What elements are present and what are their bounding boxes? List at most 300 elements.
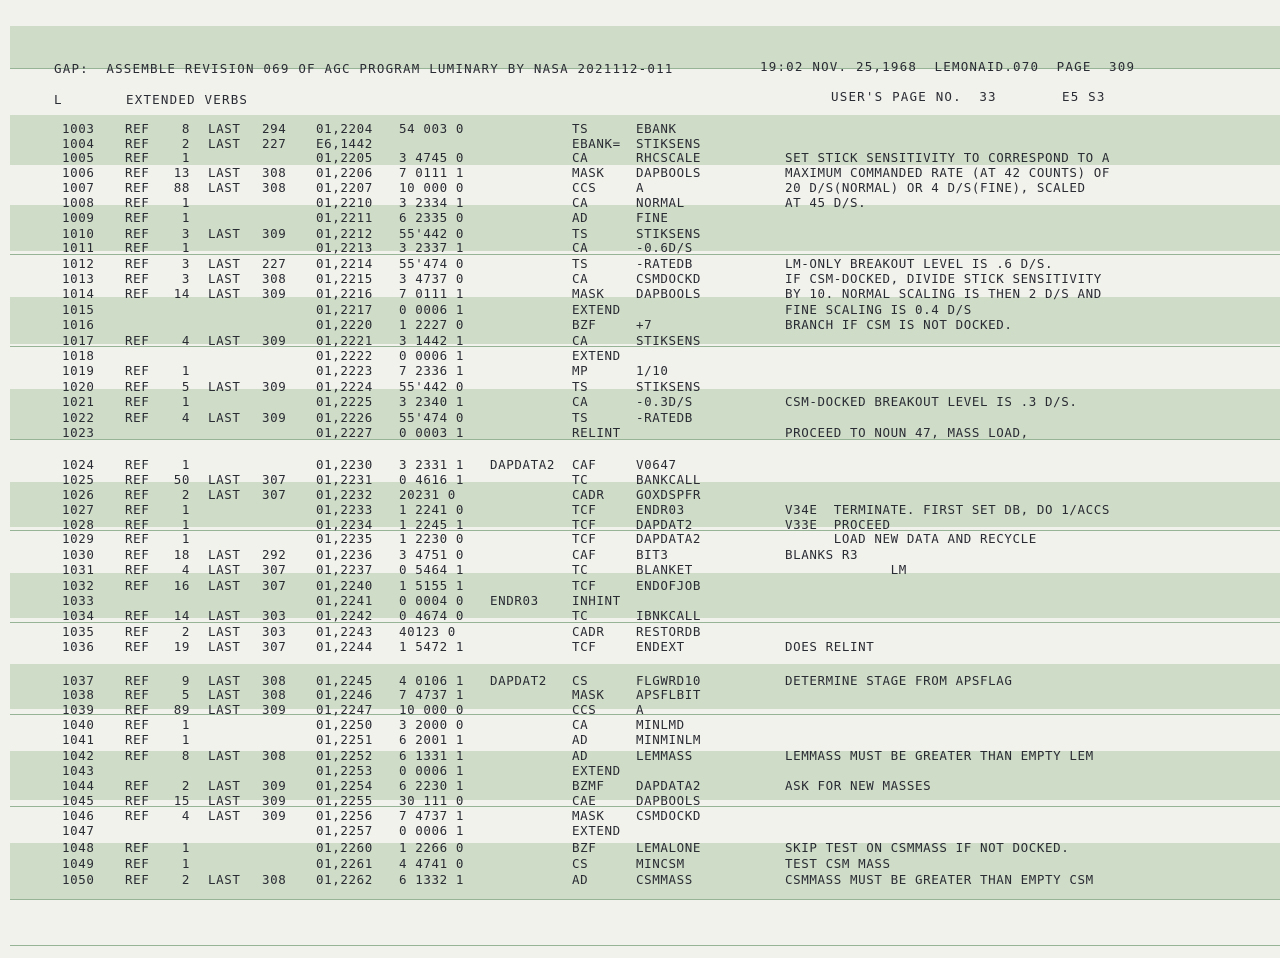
address: 01,2261	[316, 856, 373, 871]
octal-word: 3 4745 0	[399, 150, 465, 165]
opcode: TCF	[572, 502, 597, 517]
operand: DAPBOOLS	[636, 165, 702, 180]
opcode: TCF	[572, 531, 597, 546]
address: 01,2243	[316, 624, 373, 639]
octal-word: 0 4674 0	[399, 608, 465, 623]
octal-word: 3 2340 1	[399, 394, 465, 409]
octal-word: 1 5155 1	[399, 578, 465, 593]
ref-count: 1	[181, 457, 190, 472]
line-number: 1050	[62, 872, 95, 887]
address: 01,2213	[316, 240, 373, 255]
users-page-no: USER'S PAGE NO. 33	[831, 89, 997, 104]
ref-count: 2	[181, 872, 190, 887]
line-number: 1030	[62, 547, 95, 562]
line-number: 1024	[62, 457, 95, 472]
operand: BANKCALL	[636, 472, 702, 487]
opcode: TCF	[572, 517, 597, 532]
label: ENDR03	[490, 593, 539, 608]
octal-word: 6 2001 1	[399, 732, 465, 747]
octal-word: 7 4737 1	[399, 808, 465, 823]
last-page: 307	[262, 578, 287, 593]
opcode: CCS	[572, 180, 597, 195]
last-page: 309	[262, 226, 287, 241]
last-page: 309	[262, 286, 287, 301]
label: DAPDAT2	[490, 673, 547, 688]
line-number: 1032	[62, 578, 95, 593]
opcode: AD	[572, 210, 589, 225]
line-number: 1039	[62, 702, 95, 717]
opcode: BZF	[572, 840, 597, 855]
octal-word: 6 2335 0	[399, 210, 465, 225]
last-tag: LAST	[208, 256, 241, 271]
address: 01,2233	[316, 502, 373, 517]
last-page: 308	[262, 687, 287, 702]
last-tag: LAST	[208, 673, 241, 688]
assembly-title: GAP: ASSEMBLE REVISION 069 OF AGC PROGRAM LUMINARY BY NASA 2021112-011	[54, 61, 674, 76]
opcode: MP	[572, 363, 589, 378]
last-tag: LAST	[208, 271, 241, 286]
octal-word: 0 0006 1	[399, 763, 465, 778]
octal-word: 6 1331 1	[399, 748, 465, 763]
line-number: 1008	[62, 195, 95, 210]
line-number: 1031	[62, 562, 95, 577]
ref-count: 1	[181, 531, 190, 546]
line-number: 1022	[62, 410, 95, 425]
comment: LM	[785, 562, 907, 577]
operand: MINCSM	[636, 856, 685, 871]
last-tag: LAST	[208, 562, 241, 577]
ref-tag: REF	[125, 165, 150, 180]
ref-count: 19	[173, 639, 190, 654]
ref-count: 4	[181, 808, 190, 823]
ref-tag: REF	[125, 547, 150, 562]
opcode: EXTEND	[572, 763, 621, 778]
last-page: 227	[262, 256, 287, 271]
line-number: 1037	[62, 673, 95, 688]
line-number: 1004	[62, 136, 95, 151]
address: 01,2212	[316, 226, 373, 241]
address: 01,2254	[316, 778, 373, 793]
comment: TEST CSM MASS	[785, 856, 891, 871]
octal-word: 3 1442 1	[399, 333, 465, 348]
ref-count: 2	[181, 136, 190, 151]
ref-tag: REF	[125, 240, 150, 255]
address: 01,2215	[316, 271, 373, 286]
octal-word: 55'442 0	[399, 226, 465, 241]
opcode: CA	[572, 333, 589, 348]
operand: FINE	[636, 210, 669, 225]
operand: BIT3	[636, 547, 669, 562]
operand: ENDOFJOB	[636, 578, 702, 593]
opcode: CADR	[572, 624, 605, 639]
line-number: 1014	[62, 286, 95, 301]
last-page: 292	[262, 547, 287, 562]
last-tag: LAST	[208, 778, 241, 793]
address: 01,2224	[316, 379, 373, 394]
operand: V0647	[636, 457, 677, 472]
last-tag: LAST	[208, 472, 241, 487]
ref-tag: REF	[125, 379, 150, 394]
address: 01,2226	[316, 410, 373, 425]
ref-count: 1	[181, 856, 190, 871]
ref-count: 3	[181, 226, 190, 241]
opcode: CS	[572, 673, 589, 688]
last-tag: LAST	[208, 410, 241, 425]
octal-word: 3 2000 0	[399, 717, 465, 732]
ref-tag: REF	[125, 136, 150, 151]
address: 01,2250	[316, 717, 373, 732]
line-number: 1038	[62, 687, 95, 702]
address: 01,2217	[316, 302, 373, 317]
line-number: 1036	[62, 639, 95, 654]
ref-tag: REF	[125, 808, 150, 823]
comment: MAXIMUM COMMANDED RATE (AT 42 COUNTS) OF	[785, 165, 1111, 180]
operand: -RATEDB	[636, 410, 693, 425]
operand: DAPBOOLS	[636, 286, 702, 301]
last-tag: LAST	[208, 748, 241, 763]
opcode: AD	[572, 872, 589, 887]
address: 01,2205	[316, 150, 373, 165]
ref-count: 1	[181, 502, 190, 517]
ref-tag: REF	[125, 639, 150, 654]
ref-count: 4	[181, 562, 190, 577]
ref-count: 15	[173, 793, 190, 808]
operand: RHCSCALE	[636, 150, 702, 165]
line-number: 1017	[62, 333, 95, 348]
ref-tag: REF	[125, 394, 150, 409]
address: 01,2236	[316, 547, 373, 562]
address: 01,2256	[316, 808, 373, 823]
comment: DOES RELINT	[785, 639, 875, 654]
address: 01,2204	[316, 121, 373, 136]
octal-word: 10 000 0	[399, 702, 465, 717]
opcode: BZMF	[572, 778, 605, 793]
opcode: CS	[572, 856, 589, 871]
last-tag: LAST	[208, 333, 241, 348]
comment: PROCEED TO NOUN 47, MASS LOAD,	[785, 425, 1029, 440]
line-number: 1027	[62, 502, 95, 517]
opcode: MASK	[572, 165, 605, 180]
comment: SKIP TEST ON CSMMASS IF NOT DOCKED.	[785, 840, 1070, 855]
operand: DAPBOOLS	[636, 793, 702, 808]
address: 01,2237	[316, 562, 373, 577]
comment: BLANKS R3	[785, 547, 859, 562]
comment: CSMMASS MUST BE GREATER THAN EMPTY CSM	[785, 872, 1094, 887]
ref-tag: REF	[125, 702, 150, 717]
ref-count: 1	[181, 517, 190, 532]
line-number: 1049	[62, 856, 95, 871]
opcode: BZF	[572, 317, 597, 332]
address: 01,2222	[316, 348, 373, 363]
opcode: TC	[572, 608, 589, 623]
octal-word: 1 5472 1	[399, 639, 465, 654]
timestamp-page: 19:02 NOV. 25,1968 LEMONAID.070 PAGE 309	[760, 59, 1136, 74]
operand: EBANK	[636, 121, 677, 136]
last-page: 309	[262, 793, 287, 808]
operand: CSMMASS	[636, 872, 693, 887]
operand: DAPDATA2	[636, 531, 702, 546]
opcode: AD	[572, 748, 589, 763]
octal-word: 10 000 0	[399, 180, 465, 195]
operand: STIKSENS	[636, 136, 702, 151]
line-number: 1040	[62, 717, 95, 732]
line-number: 1048	[62, 840, 95, 855]
last-page: 308	[262, 271, 287, 286]
operand: MINLMD	[636, 717, 685, 732]
operand: CSMDOCKD	[636, 271, 702, 286]
ref-count: 14	[173, 286, 190, 301]
comment: DETERMINE STAGE FROM APSFLAG	[785, 673, 1013, 688]
ref-count: 1	[181, 363, 190, 378]
address: 01,2245	[316, 673, 373, 688]
octal-word: 4 0106 1	[399, 673, 465, 688]
ref-count: 1	[181, 840, 190, 855]
ref-tag: REF	[125, 856, 150, 871]
opcode: TS	[572, 410, 589, 425]
ref-count: 2	[181, 624, 190, 639]
ref-tag: REF	[125, 333, 150, 348]
ref-tag: REF	[125, 256, 150, 271]
ref-count: 50	[173, 472, 190, 487]
operand: STIKSENS	[636, 333, 702, 348]
line-number: 1015	[62, 302, 95, 317]
address: 01,2220	[316, 317, 373, 332]
opcode: MASK	[572, 808, 605, 823]
comment: CSM-DOCKED BREAKOUT LEVEL IS .3 D/S.	[785, 394, 1078, 409]
last-tag: LAST	[208, 121, 241, 136]
ref-tag: REF	[125, 840, 150, 855]
line-number: 1009	[62, 210, 95, 225]
comment: V34E TERMINATE. FIRST SET DB, DO 1/ACCS	[785, 502, 1111, 517]
comment: LM-ONLY BREAKOUT LEVEL IS .6 D/S.	[785, 256, 1054, 271]
operand: STIKSENS	[636, 226, 702, 241]
ref-tag: REF	[125, 226, 150, 241]
line-number: 1005	[62, 150, 95, 165]
opcode: TS	[572, 379, 589, 394]
address: 01,2262	[316, 872, 373, 887]
ref-count: 1	[181, 394, 190, 409]
ref-count: 3	[181, 256, 190, 271]
line-number: 1021	[62, 394, 95, 409]
opcode: EXTEND	[572, 348, 621, 363]
octal-word: 40123 0	[399, 624, 456, 639]
comment: AT 45 D/S.	[785, 195, 867, 210]
opcode: MASK	[572, 286, 605, 301]
octal-word: 7 0111 1	[399, 165, 465, 180]
comment: ASK FOR NEW MASSES	[785, 778, 932, 793]
last-page: 308	[262, 872, 287, 887]
address: 01,2232	[316, 487, 373, 502]
line-number: 1046	[62, 808, 95, 823]
line-number: 1018	[62, 348, 95, 363]
operand: A	[636, 180, 645, 195]
last-page: 309	[262, 778, 287, 793]
octal-word: 0 0006 1	[399, 348, 465, 363]
octal-word: 3 2331 1	[399, 457, 465, 472]
ref-tag: REF	[125, 793, 150, 808]
ref-tag: REF	[125, 410, 150, 425]
opcode: TS	[572, 226, 589, 241]
line-number: 1011	[62, 240, 95, 255]
section-code: E5 S3	[1062, 89, 1106, 104]
line-number: 1041	[62, 732, 95, 747]
line-number: 1047	[62, 823, 95, 838]
operand: RESTORDB	[636, 624, 702, 639]
octal-word: 0 5464 1	[399, 562, 465, 577]
last-tag: LAST	[208, 808, 241, 823]
opcode: CA	[572, 271, 589, 286]
octal-word: 20231 0	[399, 487, 456, 502]
ref-tag: REF	[125, 673, 150, 688]
ref-count: 8	[181, 121, 190, 136]
ref-tag: REF	[125, 778, 150, 793]
address: 01,2221	[316, 333, 373, 348]
ref-count: 1	[181, 195, 190, 210]
address: 01,2253	[316, 763, 373, 778]
octal-word: 7 4737 1	[399, 687, 465, 702]
opcode: CA	[572, 195, 589, 210]
operand: LEMALONE	[636, 840, 702, 855]
octal-word: 7 0111 1	[399, 286, 465, 301]
octal-word: 6 2230 1	[399, 778, 465, 793]
line-number: 1016	[62, 317, 95, 332]
opcode: CA	[572, 240, 589, 255]
ref-tag: REF	[125, 717, 150, 732]
comment: V33E PROCEED	[785, 517, 891, 532]
ref-tag: REF	[125, 180, 150, 195]
line-number: 1003	[62, 121, 95, 136]
address: 01,2252	[316, 748, 373, 763]
operand: BLANKET	[636, 562, 693, 577]
last-tag: LAST	[208, 487, 241, 502]
ref-count: 1	[181, 150, 190, 165]
octal-word: 1 2241 0	[399, 502, 465, 517]
line-number: 1043	[62, 763, 95, 778]
operand: LEMMASS	[636, 748, 693, 763]
paper-rule	[10, 945, 1280, 946]
ref-count: 2	[181, 778, 190, 793]
octal-word: 55'442 0	[399, 379, 465, 394]
operand: GOXDSPFR	[636, 487, 702, 502]
sub-left: L	[54, 92, 63, 107]
octal-word: 3 4737 0	[399, 271, 465, 286]
octal-word: 1 2266 0	[399, 840, 465, 855]
octal-word: 3 2337 1	[399, 240, 465, 255]
octal-word: 0 0006 1	[399, 823, 465, 838]
octal-word: 30 111 0	[399, 793, 465, 808]
line-number: 1028	[62, 517, 95, 532]
octal-word: 0 0003 1	[399, 425, 465, 440]
opcode: RELINT	[572, 425, 621, 440]
line-number: 1023	[62, 425, 95, 440]
line-number: 1012	[62, 256, 95, 271]
ref-tag: REF	[125, 363, 150, 378]
operand: APSFLBIT	[636, 687, 702, 702]
last-page: 307	[262, 639, 287, 654]
ref-count: 14	[173, 608, 190, 623]
opcode: CA	[572, 394, 589, 409]
last-tag: LAST	[208, 547, 241, 562]
last-page: 309	[262, 702, 287, 717]
ref-count: 13	[173, 165, 190, 180]
comment: IF CSM-DOCKED, DIVIDE STICK SENSITIVITY	[785, 271, 1102, 286]
ref-tag: REF	[125, 195, 150, 210]
address: 01,2241	[316, 593, 373, 608]
operand: +7	[636, 317, 653, 332]
ref-count: 89	[173, 702, 190, 717]
opcode: TS	[572, 256, 589, 271]
ref-tag: REF	[125, 531, 150, 546]
ref-tag: REF	[125, 608, 150, 623]
operand: IBNKCALL	[636, 608, 702, 623]
ref-tag: REF	[125, 457, 150, 472]
ref-count: 4	[181, 410, 190, 425]
opcode: TCF	[572, 639, 597, 654]
comment: BY 10. NORMAL SCALING IS THEN 2 D/S AND	[785, 286, 1102, 301]
last-tag: LAST	[208, 379, 241, 394]
ref-tag: REF	[125, 748, 150, 763]
address: 01,2247	[316, 702, 373, 717]
ref-tag: REF	[125, 271, 150, 286]
address: 01,2260	[316, 840, 373, 855]
line-number: 1042	[62, 748, 95, 763]
octal-word: 4 4741 0	[399, 856, 465, 871]
last-tag: LAST	[208, 687, 241, 702]
operand: FLGWRD10	[636, 673, 702, 688]
address: 01,2251	[316, 732, 373, 747]
ref-count: 1	[181, 732, 190, 747]
line-number: 1026	[62, 487, 95, 502]
address: 01,2231	[316, 472, 373, 487]
octal-word: 55'474 0	[399, 410, 465, 425]
ref-count: 3	[181, 271, 190, 286]
operand: ENDR03	[636, 502, 685, 517]
last-page: 307	[262, 562, 287, 577]
operand: -0.6D/S	[636, 240, 693, 255]
ref-tag: REF	[125, 687, 150, 702]
last-tag: LAST	[208, 136, 241, 151]
octal-word: 0 0006 1	[399, 302, 465, 317]
operand: STIKSENS	[636, 379, 702, 394]
last-tag: LAST	[208, 702, 241, 717]
address: 01,2216	[316, 286, 373, 301]
operand: DAPDAT2	[636, 517, 693, 532]
octal-word: 7 2336 1	[399, 363, 465, 378]
address: 01,2240	[316, 578, 373, 593]
opcode: CAF	[572, 457, 597, 472]
opcode: TC	[572, 562, 589, 577]
opcode: CCS	[572, 702, 597, 717]
ref-count: 18	[173, 547, 190, 562]
last-page: 227	[262, 136, 287, 151]
comment: 20 D/S(NORMAL) OR 4 D/S(FINE), SCALED	[785, 180, 1086, 195]
opcode: CA	[572, 150, 589, 165]
comment: BRANCH IF CSM IS NOT DOCKED.	[785, 317, 1013, 332]
address: 01,2230	[316, 457, 373, 472]
last-page: 308	[262, 748, 287, 763]
octal-word: 3 2334 1	[399, 195, 465, 210]
last-page: 294	[262, 121, 287, 136]
address: 01,2210	[316, 195, 373, 210]
last-page: 309	[262, 333, 287, 348]
line-number: 1045	[62, 793, 95, 808]
ref-tag: REF	[125, 732, 150, 747]
line-number: 1013	[62, 271, 95, 286]
ref-count: 16	[173, 578, 190, 593]
last-page: 307	[262, 472, 287, 487]
line-number: 1006	[62, 165, 95, 180]
comment: LEMMASS MUST BE GREATER THAN EMPTY LEM	[785, 748, 1094, 763]
